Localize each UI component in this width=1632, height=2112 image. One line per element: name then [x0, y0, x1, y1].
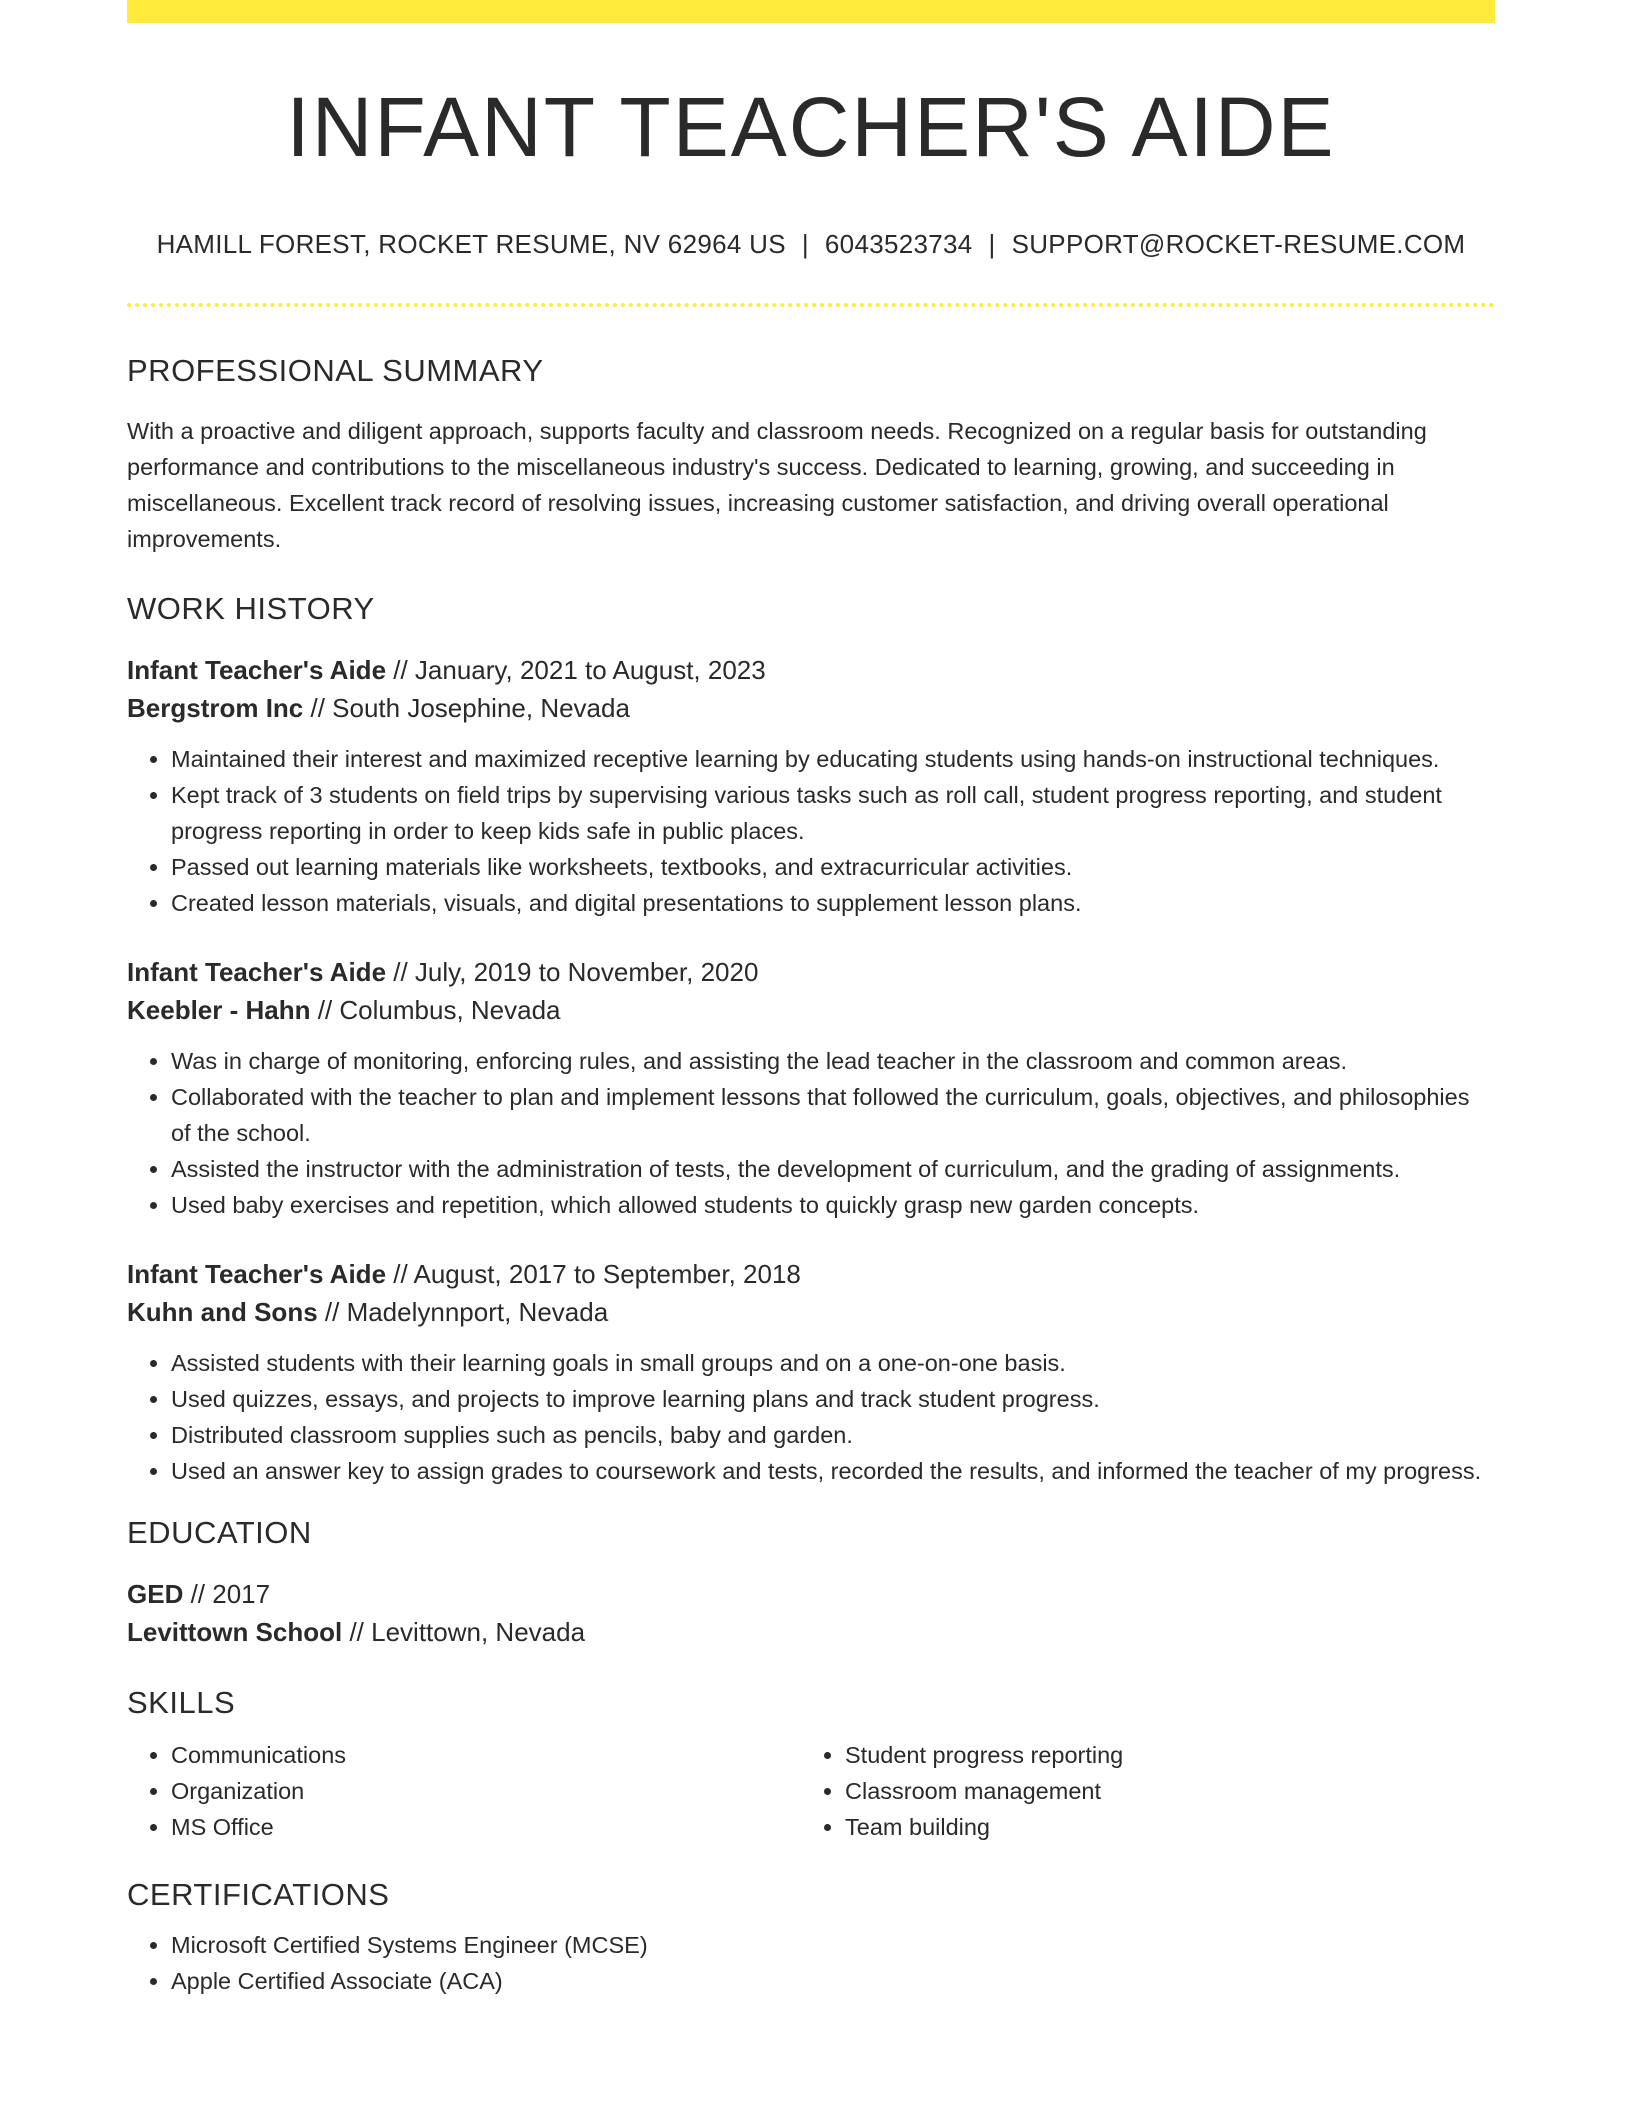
- contact-address: HAMILL FOREST, ROCKET RESUME, NV 62964 US: [156, 229, 786, 259]
- certification-item: • Apple Certified Associate (ACA): [171, 1963, 1495, 1999]
- education-school-line: [127, 1613, 1495, 1651]
- dotted-divider: [127, 303, 1495, 307]
- resume-page: [127, 0, 1495, 1999]
- job-dates: // January, 2021 to August, 2023: [386, 655, 766, 685]
- education-location: // Levittown, Nevada: [342, 1617, 586, 1647]
- contact-phone: 6043523734: [824, 229, 973, 259]
- contact-separator: |: [988, 229, 996, 259]
- list-item: • Distributed classroom supplies such as pencils, baby and garden.: [171, 1417, 1495, 1453]
- section-title-skills: SKILLS: [127, 1685, 236, 1720]
- job-dates: // August, 2017 to September, 2018: [386, 1259, 801, 1289]
- contact-email: SUPPORT@ROCKET-RESUME.COM: [1011, 229, 1466, 259]
- summary-text: With a proactive and diligent approach, supports faculty and classroom needs. Recognized on a regular basis for outstanding performance and contributions to the miscellaneous industry's success. Dedicated to learning, growing, and succeeding in miscellaneous. Excellent track record of resolving issues, increasing customer satisfaction, and driving overall operational improvements.: [127, 418, 1427, 552]
- certification-item: • Microsoft Certified Systems Engineer (MCSE): [171, 1927, 1495, 1963]
- list-item: • Kept track of 3 students on field trips by supervising various tasks such as roll call, student progress reporting, and student progress reporting in order to keep kids safe in public places.: [171, 777, 1495, 849]
- list-item: • Assisted the instructor with the administration of tests, the development of curriculum, and the grading of assignments.: [171, 1151, 1495, 1187]
- contact-line: [127, 229, 1495, 260]
- skill-item: • Organization: [171, 1773, 801, 1809]
- job-role: Infant Teacher's Aide: [127, 1259, 387, 1289]
- list-item: • Was in charge of monitoring, enforcing rules, and assisting the lead teacher in the classroom and common areas.: [171, 1043, 1495, 1079]
- job-role: Infant Teacher's Aide: [127, 957, 387, 987]
- list-item: • Maintained their interest and maximized receptive learning by educating students using hands-on instructional techniques.: [171, 741, 1495, 777]
- job-dates: // July, 2019 to November, 2020: [386, 957, 759, 987]
- job-company: Kuhn and Sons: [127, 1297, 318, 1327]
- job-location: // Columbus, Nevada: [310, 995, 561, 1025]
- list-item: • Used baby exercises and repetition, which allowed students to quickly grasp new garden concepts.: [171, 1187, 1495, 1223]
- job-bullets: [127, 1345, 1495, 1489]
- list-item: • Created lesson materials, visuals, and digital presentations to supplement lesson plans.: [171, 885, 1495, 921]
- job-bullets: [127, 1043, 1495, 1223]
- job-company-line: [127, 689, 1495, 727]
- candidate-name: INFANT TEACHER'S AIDE: [286, 80, 1336, 174]
- job-role-line: [127, 953, 1495, 991]
- list-item: • Used an answer key to assign grades to coursework and tests, recorded the results, and informed the teacher of my progress.: [171, 1453, 1495, 1489]
- skill-item: • Communications: [171, 1737, 801, 1773]
- education-year: // 2017: [183, 1579, 271, 1609]
- job-role-line: [127, 1255, 1495, 1293]
- list-item: • Collaborated with the teacher to plan and implement lessons that followed the curriculum, goals, objectives, and philosophies of the school.: [171, 1079, 1495, 1151]
- section-title-work: WORK HISTORY: [127, 591, 375, 626]
- section-title-summary: PROFESSIONAL SUMMARY: [127, 353, 544, 388]
- skill-item: • Classroom management: [845, 1773, 1475, 1809]
- job-company: Bergstrom Inc: [127, 693, 304, 723]
- contact-separator: |: [801, 229, 809, 259]
- job-entry: [127, 953, 1495, 1223]
- education-degree-line: [127, 1575, 1495, 1613]
- skills-column-left: [127, 1737, 801, 1845]
- skill-item: • Team building: [845, 1809, 1475, 1845]
- job-bullets: [127, 741, 1495, 921]
- list-item: • Used quizzes, essays, and projects to improve learning plans and track student progress.: [171, 1381, 1495, 1417]
- job-entry: [127, 1255, 1495, 1489]
- job-role-line: [127, 651, 1495, 689]
- education-degree: GED: [127, 1579, 184, 1609]
- section-title-education: EDUCATION: [127, 1515, 312, 1550]
- job-location: // South Josephine, Nevada: [303, 693, 630, 723]
- accent-bar: [127, 0, 1495, 23]
- skills-column-right: [801, 1737, 1475, 1845]
- certifications-list: [127, 1927, 1495, 1999]
- skills-grid: [127, 1737, 1495, 1845]
- section-title-certifications: CERTIFICATIONS: [127, 1877, 390, 1912]
- list-item: • Assisted students with their learning goals in small groups and on a one-on-one basis.: [171, 1345, 1495, 1381]
- education-school: Levittown School: [127, 1617, 343, 1647]
- skill-item: • Student progress reporting: [845, 1737, 1475, 1773]
- list-item: • Passed out learning materials like worksheets, textbooks, and extracurricular activities.: [171, 849, 1495, 885]
- job-role: Infant Teacher's Aide: [127, 655, 387, 685]
- skill-item: • MS Office: [171, 1809, 801, 1845]
- job-entry: [127, 651, 1495, 921]
- job-company: Keebler - Hahn: [127, 995, 311, 1025]
- job-company-line: [127, 991, 1495, 1029]
- job-location: // Madelynnport, Nevada: [317, 1297, 609, 1327]
- job-company-line: [127, 1293, 1495, 1331]
